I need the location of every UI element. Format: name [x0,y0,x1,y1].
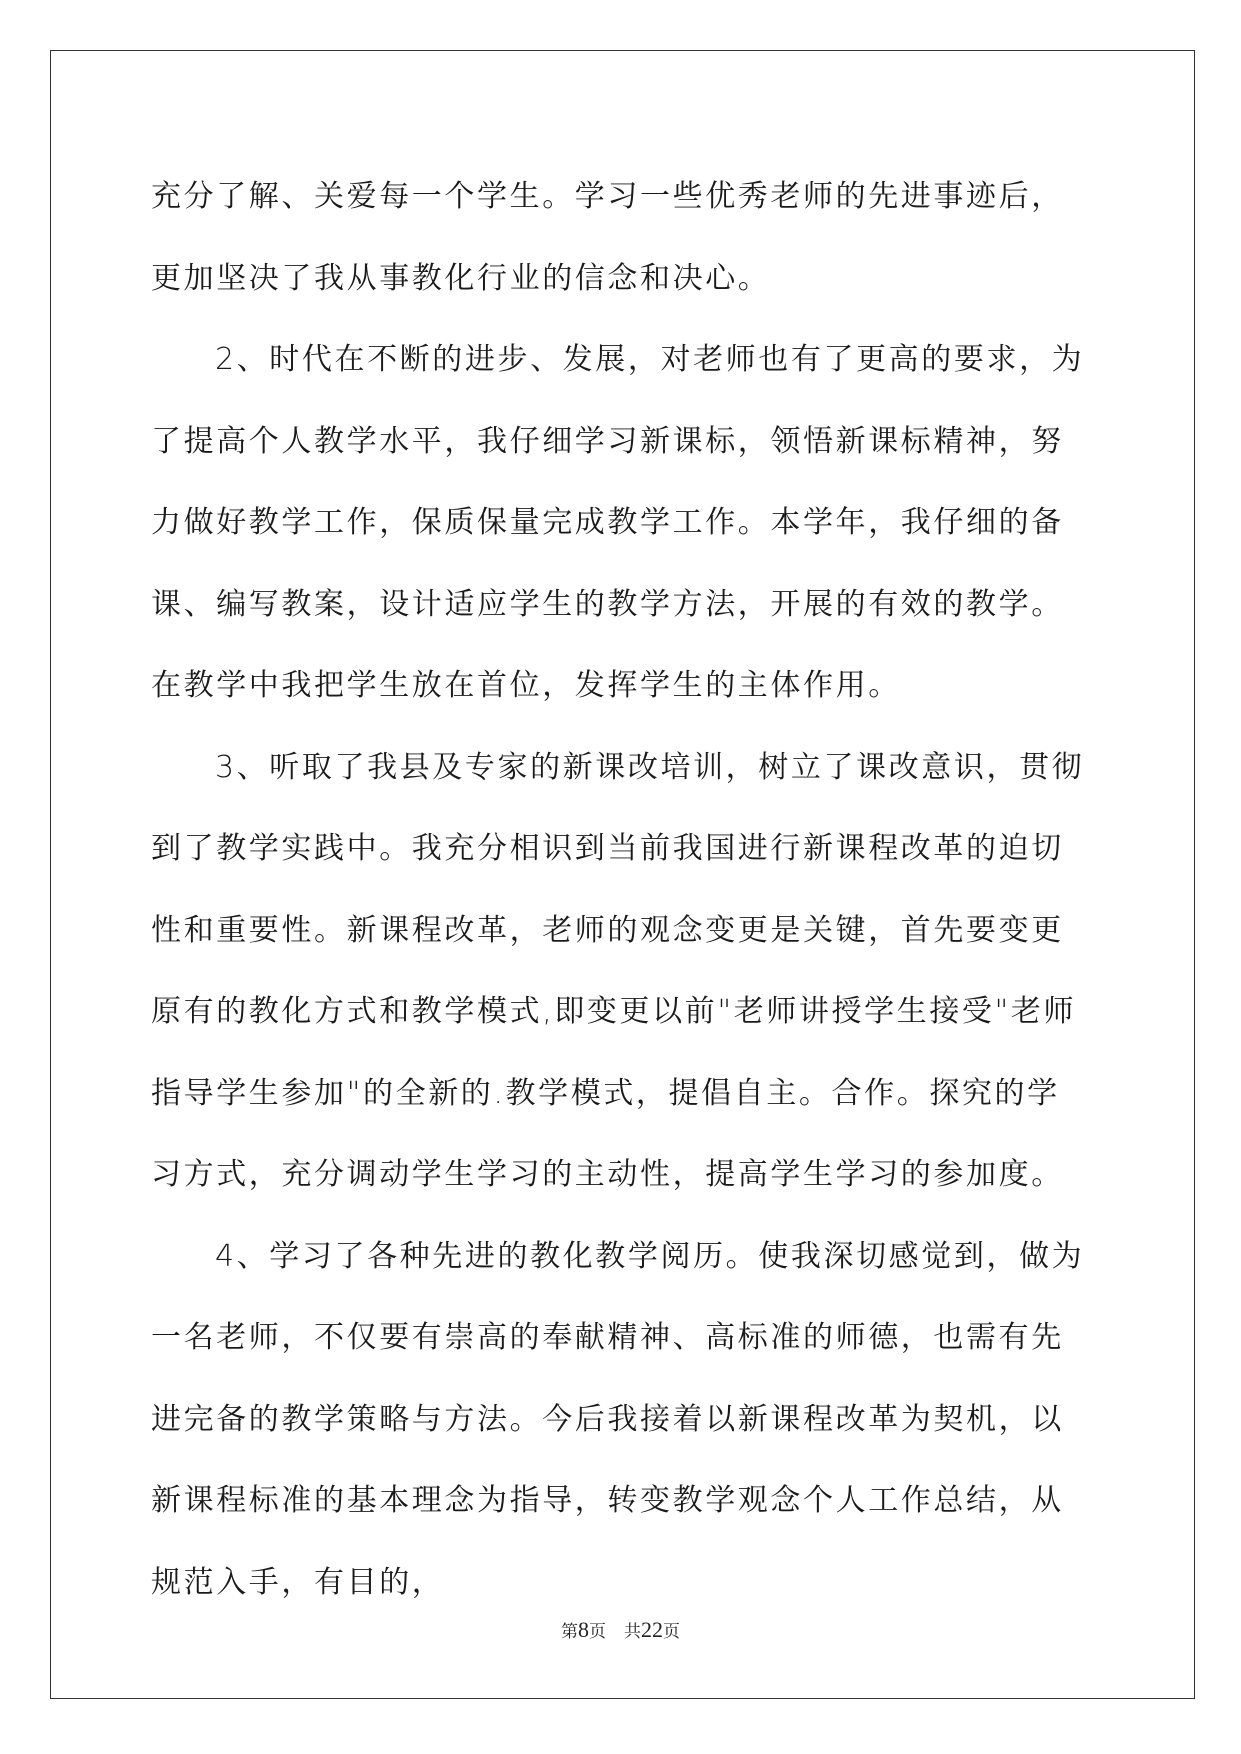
document-body [151,156,1091,1623]
paragraph-1: 充分了解、关爱每一个学生。学习一些优秀老师的先进事迹后，更加坚决了我从事教化行业的信念和决心。 [151,179,1064,296]
paragraph-3: 3、听取了我县及专家的新课改培训，树立了课改意识，贯彻到了教学实践中。我充分相识到当前我国进行新课程改革的迫切性和重要性。新课程改革，老师的观念变更是关键，首先要变更原有的教化方式和教学模式,即变更以前"老师讲授学生接受"老师指导学生参加"的全新的.教学模式，提倡自主。合作。探究的学习方式，充分调动学生学习的主动性，提高学生学习的参加度。 [151,749,1085,1192]
total-suffix: 页 [663,1622,680,1642]
page-suffix: 页 [589,1622,606,1642]
paragraph-4: 4、学习了各种先进的教化教学阅历。使我深切感觉到，做为一名老师，不仅要有崇高的奉献精神、高标准的师德，也需有先进完备的教学策略与方法。今后我接着以新课程改革为契机，以新课程标准的基本理念为指导，转变教学观念个人工作总结，从规范入手，有目的， [151,1238,1085,1600]
total-pages: 22 [641,1617,663,1642]
page-footer [0,1617,1241,1643]
page-prefix: 第 [561,1622,578,1642]
total-prefix: 共 [624,1622,641,1642]
page-number: 8 [578,1617,589,1642]
paragraph-2: 2、时代在不断的进步、发展，对老师也有了更高的要求，为了提高个人教学水平，我仔细学习新课标，领悟新课标精神，努力做好教学工作，保质保量完成教学工作。本学年，我仔细的备课、编写教案，设计适应学生的教学方法，开展的有效的教学。在教学中我把学生放在首位，发挥学生的主体作用。 [151,342,1085,703]
